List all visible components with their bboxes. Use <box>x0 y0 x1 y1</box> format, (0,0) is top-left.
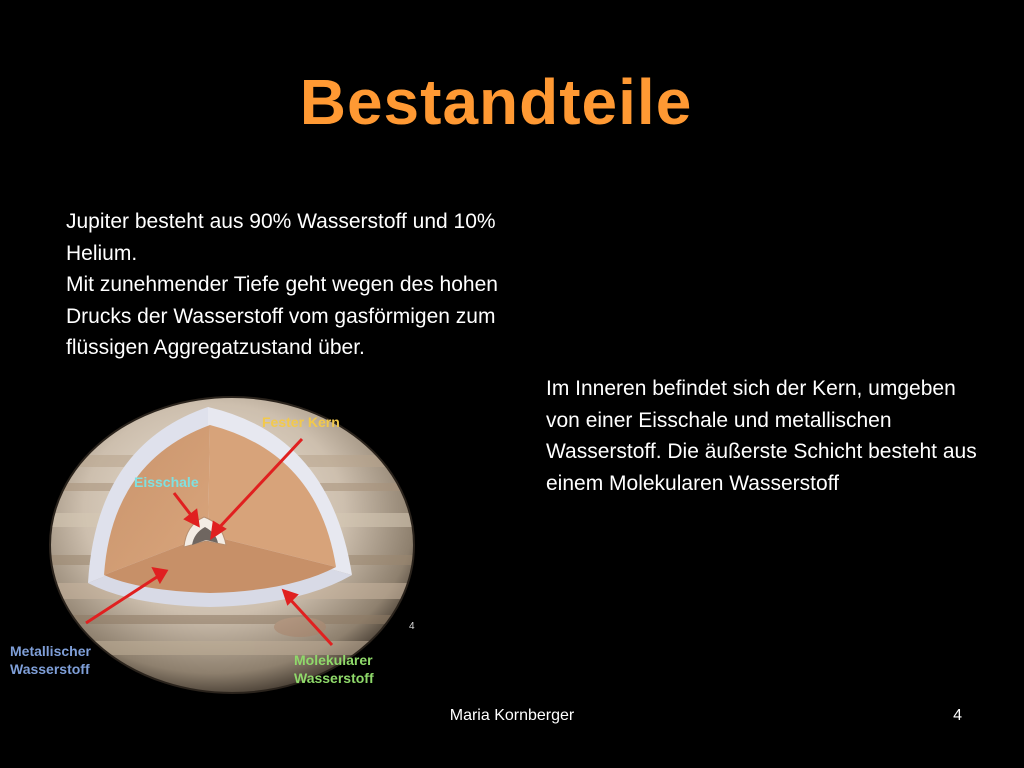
label-wasserstoff-molecular: Wasserstoff <box>294 670 374 686</box>
right-text-block: Im Inneren befindet sich der Kern, umgeben von einer Eisschale und metallischen Wasserstoff. Die äußerste Schicht besteht aus einem Molekularen Wasserstoff <box>546 377 977 495</box>
label-wasserstoff-metal: Wasserstoff <box>10 661 90 677</box>
label-fester-kern: Fester Kern <box>262 414 340 430</box>
left-text-paragraph-2: Mit zunehmender Tiefe geht wegen des hohen Drucks der Wasserstoff vom gasförmigen zum flüssigen Aggregatzustand über. <box>66 273 498 359</box>
slide-title: Bestandteile <box>299 66 693 138</box>
jupiter-illustration <box>0 395 430 695</box>
page-number: 4 <box>953 707 962 724</box>
left-text-paragraph-1: Jupiter besteht aus 90% Wasserstoff und 10% Helium. <box>66 210 496 265</box>
label-molekularer: Molekularer <box>294 652 373 668</box>
jupiter-cutaway-figure <box>0 395 430 695</box>
label-metallischer: Metallischer <box>10 643 91 659</box>
label-eisschale: Eisschale <box>134 474 199 490</box>
image-number: 4 <box>409 621 415 632</box>
footer-author: Maria Kornberger <box>449 707 575 724</box>
left-text-block <box>66 206 546 364</box>
